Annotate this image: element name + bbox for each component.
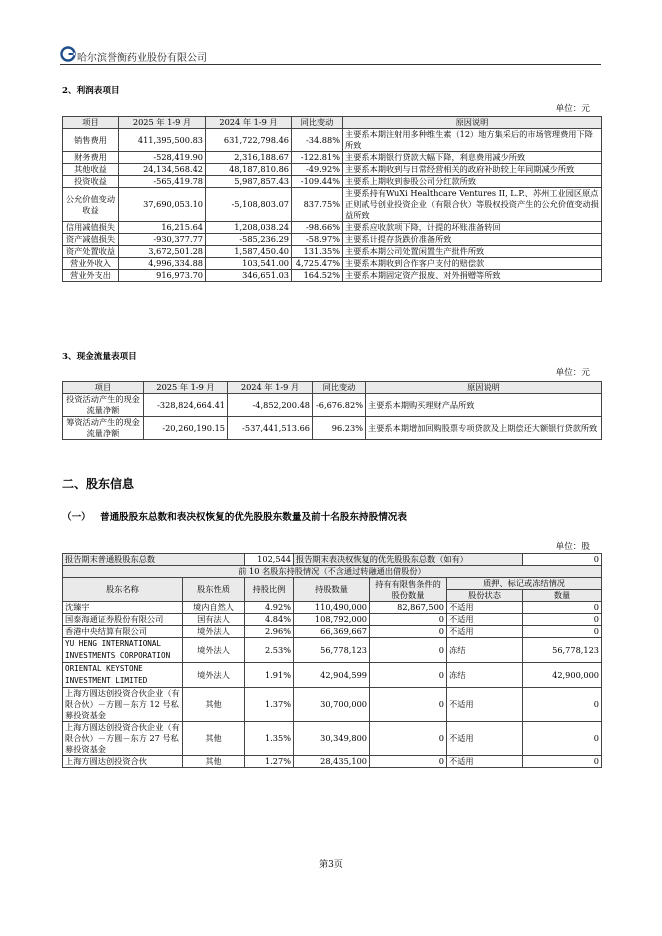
page-number: 第3页 — [319, 860, 343, 870]
shareholder-cell: 42,904,599 — [294, 663, 370, 688]
income-cell: 4,725.47% — [292, 258, 343, 270]
shareholder-cell: 其他 — [183, 722, 245, 756]
income-cell: 资产减值损失 — [63, 234, 119, 246]
income-cell: 主要系应收款项下降，计提的坏账准备转回 — [343, 222, 602, 234]
col-header-name: 股东名称 — [63, 578, 183, 602]
subsection-title — [62, 509, 407, 523]
income-row — [63, 129, 602, 152]
cashflow-cell: 主要系本期购买理财产品所致 — [366, 394, 602, 417]
cashflow-header-cell: 2024 年 1-9 月 — [228, 382, 313, 394]
income-cell: 投资收益 — [63, 176, 119, 188]
shareholder-cell: 其他 — [183, 688, 245, 722]
income-row — [63, 188, 602, 222]
income-cell: 主要系本期固定资产报废、对外捐赠等所致 — [343, 270, 602, 282]
col-header-qty: 持股数量 — [294, 578, 370, 602]
col-header-nature: 股东性质 — [183, 578, 245, 602]
cashflow-cell: 投资活动产生的现金流量净额 — [63, 394, 144, 417]
page-header — [60, 46, 601, 65]
shareholder-cell: 不适用 — [447, 756, 523, 768]
cashflow-section-title: 3、现金流量表项目 — [62, 352, 137, 362]
income-unit: 单位：元 — [555, 104, 590, 114]
income-header-cell: 项目 — [63, 117, 119, 129]
shareholder-cell: 30,700,000 — [294, 688, 370, 722]
income-cell: 1,208,038.24 — [206, 222, 292, 234]
cashflow-cell: 96.23% — [313, 417, 366, 440]
shareholder-row — [63, 626, 602, 638]
income-cell: 131.35% — [292, 246, 343, 258]
holder-header-row-1 — [63, 578, 602, 590]
shareholder-cell: 0 — [370, 688, 447, 722]
shareholder-cell: 境外法人 — [183, 663, 245, 688]
cashflow-cell: -328,824,664.41 — [144, 394, 228, 417]
shareholder-cell: 不适用 — [447, 614, 523, 626]
shareholder-row — [63, 614, 602, 626]
income-cell: 财务费用 — [63, 152, 119, 164]
shareholder-row — [63, 756, 602, 768]
shareholder-cell: 0 — [523, 614, 602, 626]
income-section-title: 2、利润表项目 — [62, 86, 120, 96]
shareholder-row — [63, 602, 602, 614]
cashflow-row — [63, 417, 602, 440]
total-holders-row — [63, 554, 602, 566]
shareholder-cell: 不适用 — [447, 626, 523, 638]
top10-caption-row — [63, 566, 602, 578]
shareholder-cell: 42,900,000 — [523, 663, 602, 688]
shareholder-cell: 0 — [370, 614, 447, 626]
income-cell: 主要系本期收到与日常经营相关的政府补助较上年同期减少所致 — [343, 164, 602, 176]
top10-caption: 前 10 名股东持股情况（不含通过转融通出借股份） — [63, 566, 602, 578]
income-row — [63, 234, 602, 246]
shareholder-cell: 1.91% — [245, 663, 294, 688]
pref-holders-value: 0 — [523, 554, 602, 566]
cashflow-row — [63, 394, 602, 417]
income-cell: -34.88% — [292, 129, 343, 152]
shareholder-cell: 0 — [370, 626, 447, 638]
shareholder-cell: 0 — [523, 688, 602, 722]
shareholder-cell: 0 — [370, 638, 447, 663]
shareholder-cell: 不适用 — [447, 688, 523, 722]
shareholder-cell: 4.92% — [245, 602, 294, 614]
shareholder-cell: 108,792,000 — [294, 614, 370, 626]
income-cell: -565,419.78 — [119, 176, 206, 188]
income-header-cell: 2025 年 1-9 月 — [119, 117, 206, 129]
income-cell: 主要系本期公司处置闲置生产批件所致 — [343, 246, 602, 258]
shareholder-row — [63, 638, 602, 663]
shareholder-cell: 0 — [370, 756, 447, 768]
shareholder-cell: 0 — [523, 602, 602, 614]
income-cell: 346,651.03 — [206, 270, 292, 282]
pref-holders-label: 报告期末表决权恢复的优先股股东总数（如有） — [294, 554, 523, 566]
income-cell: 631,722,798.46 — [206, 129, 292, 152]
shareholder-cell: 2.53% — [245, 638, 294, 663]
income-cell: 103,541.00 — [206, 258, 292, 270]
shareholder-cell: 0 — [523, 756, 602, 768]
cashflow-header-row — [63, 382, 602, 394]
income-row — [63, 258, 602, 270]
col-header-pledge: 质押、标记或冻结情况 — [447, 578, 602, 590]
shareholder-cell: 上海方圆达创投资合伙 — [63, 756, 183, 768]
shareholder-cell: 56,778,123 — [523, 638, 602, 663]
cashflow-unit: 单位：元 — [555, 368, 590, 378]
income-cell: 营业外支出 — [63, 270, 119, 282]
subsection-number: （一） — [62, 512, 91, 523]
income-cell: 3,672,501.28 — [119, 246, 206, 258]
shareholder-cell: 冻结 — [447, 663, 523, 688]
shareholder-cell: 0 — [370, 722, 447, 756]
shareholder-cell: 56,778,123 — [294, 638, 370, 663]
cashflow-header-cell: 2025 年 1-9 月 — [144, 382, 228, 394]
shareholder-cell: 82,867,500 — [370, 602, 447, 614]
cashflow-cell: -4,852,200.48 — [228, 394, 313, 417]
income-row — [63, 164, 602, 176]
income-cell: 24,134,568.42 — [119, 164, 206, 176]
shareholder-cell: 境外法人 — [183, 638, 245, 663]
income-cell: -585,236.29 — [206, 234, 292, 246]
shareholder-cell: 1.27% — [245, 756, 294, 768]
cashflow-header-cell: 项目 — [63, 382, 144, 394]
income-cell: 主要系本期注射用多种维生素（12）地方集采后的市场管理费用下降所致 — [343, 129, 602, 152]
shareholder-table — [62, 553, 602, 768]
income-cell: 37,690,053.10 — [119, 188, 206, 222]
income-cell: 营业外收入 — [63, 258, 119, 270]
shareholder-cell: 国有法人 — [183, 614, 245, 626]
income-row — [63, 176, 602, 188]
income-header-cell: 原因说明 — [343, 117, 602, 129]
income-cell: 16,215.64 — [119, 222, 206, 234]
income-cell: 主要系持有WuXi Healthcare Ventures II, L.P.、苏州工业园区原点正则贰号创业投资企业（有限合伙）等股权投资产生的公允价值变动损益所致 — [343, 188, 602, 222]
cashflow-cell: 主要系本期增加回购股票专项贷款及上期偿还大额银行贷款所致 — [366, 417, 602, 440]
income-row — [63, 222, 602, 234]
shareholder-cell: 国泰海通证券股份有限公司 — [63, 614, 183, 626]
shareholder-cell: 境内自然人 — [183, 602, 245, 614]
shareholder-cell: 不适用 — [447, 722, 523, 756]
shareholder-cell: 28,435,100 — [294, 756, 370, 768]
shareholder-cell: 110,490,000 — [294, 602, 370, 614]
income-cell: -528,419.90 — [119, 152, 206, 164]
income-cell: 916,973.70 — [119, 270, 206, 282]
shareholder-cell: 香港中央结算有限公司 — [63, 626, 183, 638]
income-cell: 信用减值损失 — [63, 222, 119, 234]
shareholder-cell: 30,349,800 — [294, 722, 370, 756]
income-cell: 主要系本期银行贷款大幅下降，利息费用减少所致 — [343, 152, 602, 164]
shareholder-cell: 不适用 — [447, 602, 523, 614]
company-name: 哈尔滨誉衡药业股份有限公司 — [77, 53, 207, 64]
shareholder-cell: 境外法人 — [183, 626, 245, 638]
income-cell: 1,587,450.40 — [206, 246, 292, 258]
cashflow-cell: -6,676.82% — [313, 394, 366, 417]
income-header-cell: 同比变动 — [292, 117, 343, 129]
income-cell: -98.66% — [292, 222, 343, 234]
shareholder-cell: 上海方圆达创投资合伙企业（有限合伙）－方圆－东方 27 号私募投资基金 — [63, 722, 183, 756]
income-cell: -109.44% — [292, 176, 343, 188]
income-cell: 2,316,188.67 — [206, 152, 292, 164]
cashflow-cell: -537,441,513.66 — [228, 417, 313, 440]
income-cell: -122.81% — [292, 152, 343, 164]
income-header-cell: 2024 年 1-9 月 — [206, 117, 292, 129]
shareholder-cell: 上海方圆达创投资合伙企业（有限合伙）－方圆－东方 12 号私募投资基金 — [63, 688, 183, 722]
income-cell: -930,377.77 — [119, 234, 206, 246]
shareholder-cell: YU HENG INTERNATIONAL INVESTMENTS CORPORATION — [63, 638, 183, 663]
col-header-restricted: 持有有限售条件的股份数量 — [370, 578, 447, 602]
shareholder-row — [63, 688, 602, 722]
income-cell: 48,187,810.86 — [206, 164, 292, 176]
income-cell: -5,108,803.07 — [206, 188, 292, 222]
income-cell: 主要系计提存货跌价准备所致 — [343, 234, 602, 246]
shareholder-cell: 沈臻宇 — [63, 602, 183, 614]
shareholder-row — [63, 722, 602, 756]
col-header-ratio: 持股比例 — [245, 578, 294, 602]
income-cell: -49.92% — [292, 164, 343, 176]
income-cell: 4,996,334.88 — [119, 258, 206, 270]
income-cell: 5,987,857.43 — [206, 176, 292, 188]
shareholder-unit: 单位：股 — [555, 542, 590, 552]
shareholder-cell: 1.35% — [245, 722, 294, 756]
income-cell: 主要系本期收到合作客户支付的赔偿款 — [343, 258, 602, 270]
cashflow-header-cell: 原因说明 — [366, 382, 602, 394]
income-table — [62, 116, 602, 282]
total-holders-label: 报告期末普通股股东总数 — [63, 554, 245, 566]
col-header-amount: 数量 — [523, 590, 602, 602]
income-row — [63, 152, 602, 164]
shareholder-row — [63, 663, 602, 688]
cashflow-table — [62, 381, 602, 440]
income-cell: 411,395,500.83 — [119, 129, 206, 152]
income-cell: 资产处置收益 — [63, 246, 119, 258]
shareholder-cell: ORIENTAL KEYSTONE INVESTMENT LIMITED — [63, 663, 183, 688]
shareholder-cell: 0 — [523, 722, 602, 756]
income-cell: 主要系上期收到参股公司分红款所致 — [343, 176, 602, 188]
income-cell: 其他收益 — [63, 164, 119, 176]
income-cell: 837.75% — [292, 188, 343, 222]
company-logo-icon — [60, 46, 76, 62]
income-cell: 销售费用 — [63, 129, 119, 152]
income-cell: -58.97% — [292, 234, 343, 246]
income-row — [63, 270, 602, 282]
shareholder-cell: 其他 — [183, 756, 245, 768]
cashflow-cell: -20,260,190.15 — [144, 417, 228, 440]
col-header-status: 股份状态 — [447, 590, 523, 602]
total-holders-value: 102,544 — [245, 554, 294, 566]
shareholder-cell: 冻结 — [447, 638, 523, 663]
income-row — [63, 246, 602, 258]
income-header-row — [63, 117, 602, 129]
shareholder-cell: 66,369,667 — [294, 626, 370, 638]
shareholder-cell: 0 — [370, 663, 447, 688]
shareholder-cell: 1.37% — [245, 688, 294, 722]
income-cell: 公允价值变动收益 — [63, 188, 119, 222]
shareholder-cell: 2.96% — [245, 626, 294, 638]
income-cell: 164.52% — [292, 270, 343, 282]
shareholder-cell: 4.84% — [245, 614, 294, 626]
shareholder-cell: 0 — [523, 626, 602, 638]
cashflow-header-cell: 同比变动 — [313, 382, 366, 394]
cashflow-cell: 筹资活动产生的现金流量净额 — [63, 417, 144, 440]
section-title-shareholders: 二、股东信息 — [62, 477, 135, 491]
subsection-text: 普通股股东总数和表决权恢复的优先股股东数量及前十名股东持股情况表 — [100, 512, 407, 523]
